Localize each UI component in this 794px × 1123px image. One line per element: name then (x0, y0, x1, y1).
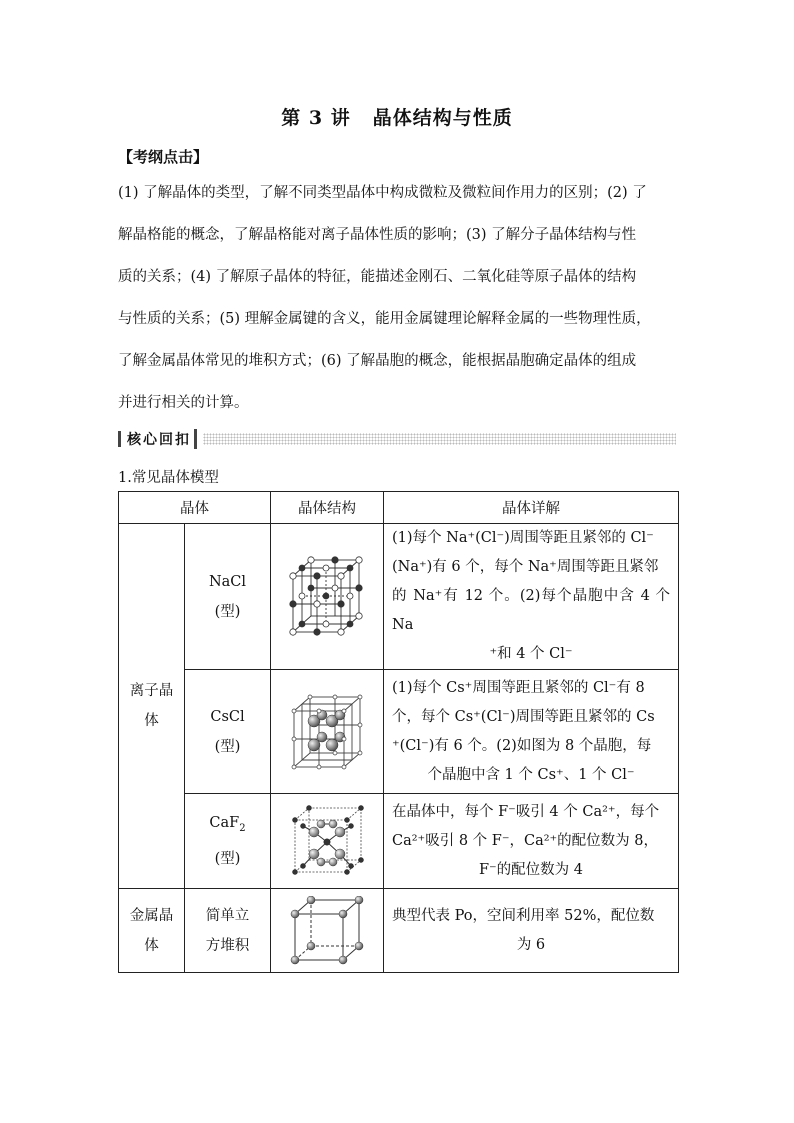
table-header-row (119, 492, 679, 524)
ionic-label-text: 离子晶体 (129, 683, 174, 729)
cscl-lattice-image (288, 691, 366, 773)
table-row (119, 670, 679, 794)
lecture-name: 晶体结构与性质 (372, 107, 513, 129)
crystal-name: NaCl (208, 573, 247, 590)
detail-line: (Na⁺)有 6 个，每个 Na⁺周围等距且紧邻 (392, 559, 659, 575)
crystal-name-base: CaF (209, 815, 240, 832)
kaogang-line: 与性质的关系；(5) 理解金属键的含义，能用金属键理论解释金属的一些物理性质， (118, 311, 651, 327)
section-mark (118, 431, 121, 447)
crystal-name: 简单立 (205, 907, 250, 924)
detail-line: 典型代表 Po，空间利用率 52%，配位数 (392, 907, 655, 924)
detail-caf2 (384, 794, 679, 889)
nacl-lattice-image (287, 554, 367, 640)
structure-simple-cubic (271, 889, 384, 973)
crystal-model-table (118, 491, 679, 973)
detail-line: (1)每个 Na⁺(Cl⁻)周围等距且紧邻的 Cl⁻ (392, 530, 654, 546)
kaogang-line: 了解金属晶体常见的堆积方式；(6) 了解晶胞的概念，能根据晶胞确定晶体的组成 (118, 353, 637, 369)
crystal-name-simple-cubic (185, 889, 271, 973)
crystal-name (185, 808, 270, 844)
crystal-type: (型) (214, 603, 241, 620)
header-structure: 晶体结构 (271, 492, 384, 524)
structure-nacl (271, 524, 384, 670)
metal-label-text: 金属晶体 (129, 907, 174, 954)
simple-cubic-image (289, 896, 365, 966)
section-label: 核心回扣 (124, 429, 197, 449)
header-detail: 晶体详解 (384, 492, 679, 524)
crystal-name-cscl (185, 670, 271, 794)
detail-cscl (384, 670, 679, 794)
detail-line: 在晶体中，每个 F⁻吸引 4 个 Ca²⁺，每个 (392, 803, 660, 820)
crystal-type: (型) (214, 738, 241, 755)
structure-caf2 (271, 794, 384, 889)
crystal-name: CsCl (210, 708, 245, 725)
section-bar (118, 430, 676, 448)
kaogang-body (118, 172, 678, 424)
structure-cscl (271, 670, 384, 794)
kaogang-line: (1) 了解晶体的类型，了解不同类型晶体中构成微粒及微粒间作用力的区别；(2) 了 (118, 185, 647, 201)
ionic-crystal-label (119, 524, 185, 889)
kaogang-heading: 【考纲点击】 (118, 148, 209, 166)
section-dotted-rule (203, 433, 676, 445)
table-row (119, 524, 679, 670)
lecture-number: 第 3 讲 (281, 107, 351, 129)
table-row (119, 794, 679, 889)
detail-line: 的 Na⁺有 12 个。(2)每个晶胞中含 4 个 Na (392, 588, 670, 633)
detail-line: F⁻的配位数为 4 (478, 861, 584, 878)
crystal-type: (型) (214, 850, 241, 867)
detail-line: ⁺和 4 个 Cl⁻ (489, 646, 573, 662)
crystal-type: 方堆积 (205, 937, 250, 954)
detail-line: Ca²⁺吸引 8 个 F⁻，Ca²⁺的配位数为 8， (392, 832, 659, 849)
metal-crystal-label (119, 889, 185, 973)
detail-line: 个晶胞中含 1 个 Cs⁺、1 个 Cl⁻ (427, 766, 635, 783)
detail-simple-cubic (384, 889, 679, 973)
detail-line: 个，每个 Cs⁺(Cl⁻)周围等距且紧邻的 Cs (392, 708, 655, 725)
subheading: 1.常见晶体模型 (118, 470, 219, 486)
detail-line: 为 6 (516, 936, 546, 953)
crystal-name-subscript: 2 (239, 822, 246, 834)
detail-line: (1)每个 Cs⁺周围等距且紧邻的 Cl⁻有 8 (392, 679, 645, 696)
kaogang-line: 并进行相关的计算。 (118, 395, 249, 411)
detail-line: ⁺(Cl⁻)有 6 个。(2)如图为 8 个晶胞，每 (392, 737, 652, 754)
page-title (0, 103, 794, 130)
caf2-lattice-image (289, 804, 365, 878)
crystal-name-nacl (185, 524, 271, 670)
table-row (119, 889, 679, 973)
header-crystal: 晶体 (119, 492, 271, 524)
kaogang-line: 解晶格能的概念，了解晶格能对离子晶体性质的影响；(3) 了解分子晶体结构与性 (118, 227, 637, 243)
detail-nacl (384, 524, 679, 670)
crystal-name-caf2 (185, 794, 271, 889)
kaogang-line: 质的关系；(4) 了解原子晶体的特征，能描述金刚石、二氧化硅等原子晶体的结构 (118, 269, 637, 285)
